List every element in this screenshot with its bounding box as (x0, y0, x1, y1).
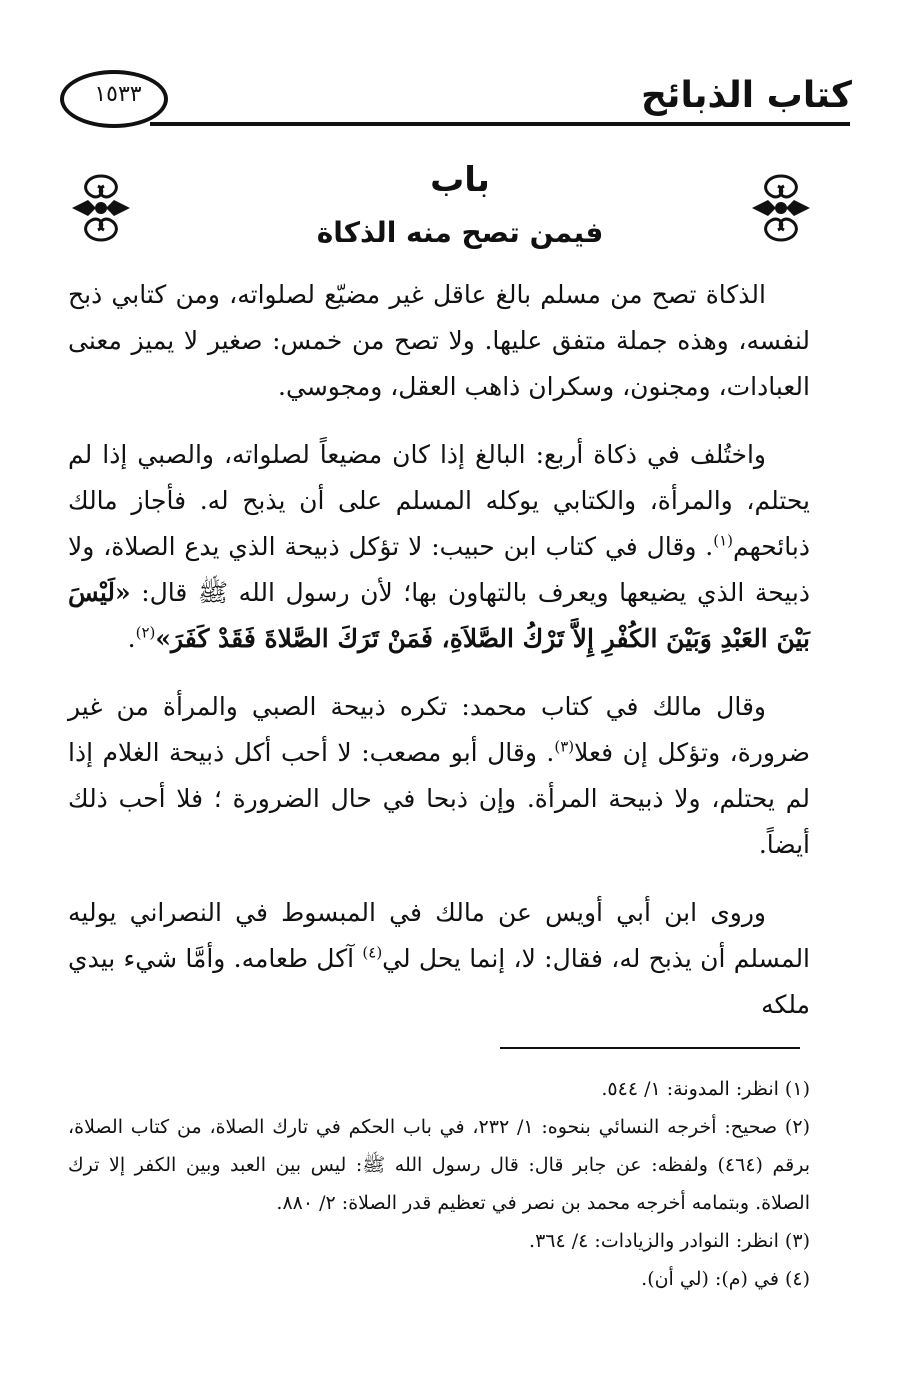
footnotes (68, 1070, 810, 1298)
paragraph-1 (68, 272, 810, 410)
paragraph-1-text: الذكاة تصح من مسلم بالغ عاقل غير مضيّع لصلواته، ومن كتابي ذبح لنفسه، وهذه جملة متفق عليها. ولا تصح من خمس: صغير لا يميز معنى العبادات، ومجنون، وسكران ذاهب العقل، ومجوسي. (68, 280, 810, 401)
footnote-ref-2: (٢) (135, 623, 156, 642)
footnote-4: (٤) في (م): (لي أن). (641, 1268, 810, 1290)
footnote-ref-3: (٣) (554, 737, 575, 756)
footnote-3: (٣) انظر: النوادر والزيادات: ٤/ ٣٦٤. (529, 1230, 810, 1252)
paragraph-2-text-c: . (127, 624, 136, 653)
chapter-label: باب (430, 160, 490, 200)
paragraph-3-text-b: . وقال أبو مصعب: لا أحب أكل ذبيحة الغلام إذا لم يحتلم، ولا ذبيحة المرأة. وإن ذبحا في حال الضرورة ؛ فلا أحب ذلك أيضاً. (68, 738, 810, 859)
footnote-1: (١) انظر: المدونة: ١/ ٥٤٤. (601, 1078, 810, 1100)
footnote-ref-1: (١) (713, 531, 734, 550)
paragraph-4-text-a: وروى ابن أبي أويس عن مالك في المبسوط في النصراني يوليه المسلم أن يذبح له، فقال: لا، إنما يحل لي (68, 898, 811, 973)
footnote-separator (500, 1047, 800, 1049)
running-header-title: كتاب الذبائح (640, 75, 852, 116)
chapter-title: فيمن تصح منه الذكاة (316, 216, 604, 249)
footnote-ref-4: (٤) (362, 943, 383, 962)
header-rule (150, 122, 850, 126)
paragraph-2-text-b: . وقال في كتاب ابن حبيب: لا تؤكل ذبيحة الذي يدع الصلاة، ولا ذبيحة الذي يضيعها ويعرف بالتهاون بها؛ لأن رسول الله ﷺ قال: (68, 532, 810, 607)
paragraph-4-text-b: آكل طعامه. وأمَّا شيء بيدي ملكه (68, 944, 810, 1019)
hadith-quote: «لَيْسَ بَيْنَ العَبْدِ وَبَيْنَ الكُفْرِ إِلاَّ تَرْكُ الصَّلاَةِ، فَمَنْ تَرَكَ الصَّلاةَ فَقَدْ كَفَرَ» (68, 578, 810, 653)
paragraph-2-text-a: واختُلف في ذكاة أربع: البالغ إذا كان مضيعاً لصلواته، والصبي إذا لم يحتلم، والمرأة، والكتابي يوكله المسلم على أن يذبح له. فأجاز مالك ذبائحهم (68, 440, 810, 561)
paragraph-2 (68, 432, 810, 662)
page-number: ١٥٣٣ (94, 82, 142, 107)
paragraph-4 (68, 890, 810, 1028)
body-text (68, 272, 810, 1050)
footnote-2: (٢) صحيح: أخرجه النسائي بنحوه: ١/ ٢٣٢، في باب الحكم في تارك الصلاة، من كتاب الصلاة، برقم (٤٦٤) ولفظه: عن جابر قال: قال رسول الله ﷺ: ليس بين العبد وبين الكفر إلا ترك الصلاة. وبتمامه أخرجه محمد بن نصر في تعظيم قدر الصلاة: ٢/ ٨٨٠. (68, 1116, 811, 1214)
paragraph-3 (68, 684, 810, 868)
paragraph-3-text-a: وقال مالك في كتاب محمد: تكره ذبيحة الصبي والمرأة من غير ضرورة، وتؤكل إن فعلا (68, 692, 810, 767)
